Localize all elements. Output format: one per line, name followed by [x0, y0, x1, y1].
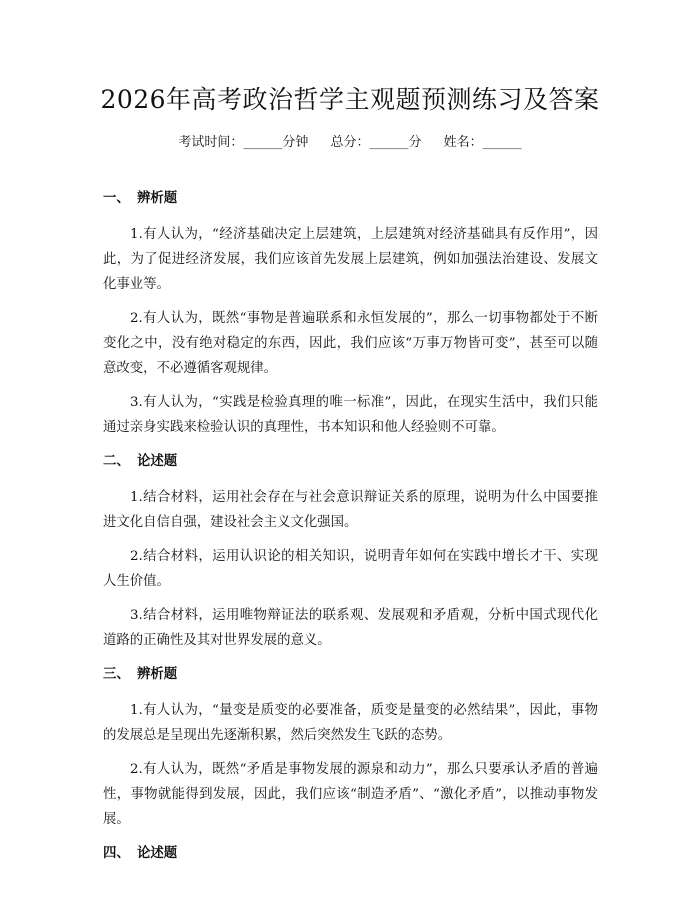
exam-meta — [0, 131, 700, 150]
section-number: 二、 — [103, 453, 130, 469]
section-number: 四、 — [103, 845, 130, 861]
section-label: 辨析题 — [137, 190, 178, 206]
document-body — [103, 188, 598, 877]
question-item: 2.有人认为，既然“矛盾是事物发展的源泉和动力”，那么只要承认矛盾的普遍性，事物就能得到发展，因此，我们应该“制造矛盾”、“激化矛盾”，以推动事物发展。 — [103, 762, 598, 827]
section-label: 论述题 — [137, 845, 178, 861]
section-heading — [103, 664, 598, 684]
student-name: 姓名：______ — [443, 135, 522, 150]
question-item: 2.结合材料，运用认识论的相关知识，说明青年如何在实践中增长才干、实现人生价值。 — [103, 549, 598, 589]
section-heading — [103, 843, 598, 863]
question-item: 3.结合材料，运用唯物辩证法的联系观、发展观和矛盾观，分析中国式现代化道路的正确性及其对世界发展的意义。 — [103, 608, 598, 648]
section-label: 辨析题 — [137, 666, 178, 682]
exam-score: 总分：______分 — [330, 135, 422, 150]
question-item: 1.有人认为，“经济基础决定上层建筑，上层建筑对经济基础具有反作用”，因此，为了促进经济发展，我们应该首先发展上层建筑，例如加强法治建设、发展文化事业等。 — [103, 227, 598, 292]
section-label: 论述题 — [137, 453, 178, 469]
question-item: 2.有人认为，既然“事物是普遍联系和永恒发展的”，那么一切事物都处于不断变化之中，没有绝对稳定的东西，因此，我们应该“万事万物皆可变”，甚至可以随意改变，不必遵循客观规律。 — [103, 311, 598, 376]
question-item: 1.有人认为，“量变是质变的必要准备，质变是量变的必然结果”，因此，事物的发展总是呈现出先逐渐积累，然后突然发生飞跃的态势。 — [103, 703, 598, 743]
page-title: 2026年高考政治哲学主观题预测练习及答案 — [100, 85, 600, 114]
exam-time: 考试时间：______分钟 — [178, 135, 309, 150]
section-heading — [103, 451, 598, 471]
question-item: 1.结合材料，运用社会存在与社会意识辩证关系的原理，说明为什么中国要推进文化自信自强，建设社会主义文化强国。 — [103, 490, 598, 530]
question-item: 3.有人认为，“实践是检验真理的唯一标准”，因此，在现实生活中，我们只能通过亲身实践来检验认识的真理性，书本知识和他人经验则不可靠。 — [103, 395, 598, 435]
section-heading — [103, 188, 598, 208]
section-number: 三、 — [103, 666, 130, 682]
section-number: 一、 — [103, 190, 130, 206]
